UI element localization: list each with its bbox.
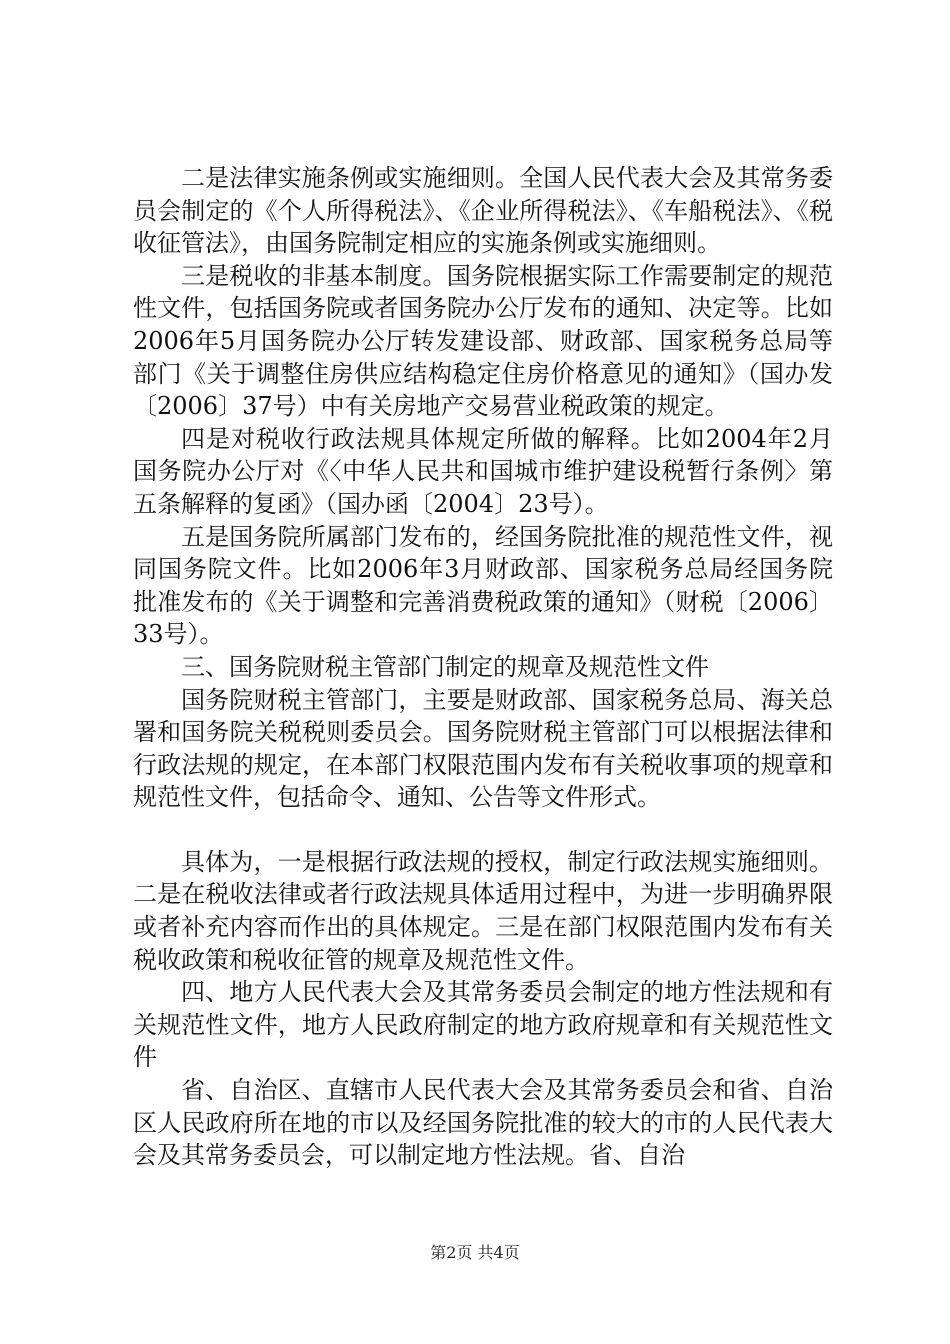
paragraph-fiscal-departments: 国务院财税主管部门，主要是财政部、国家税务总局、海关总署和国务院关税税则委员会。国务院财税主管部门可以根据法律和行政法规的规定，在本部门权限范围内发布有关税收事项的规章和规范性文件，包括命令、通知、公告等文件形式。	[133, 685, 833, 812]
page-footer: 第2页 共4页	[430, 1243, 520, 1262]
paragraph-local-regulations: 省、自治区、直辖市人民代表大会及其常务委员会和省、自治区人民政府所在地的市以及经国务院批准的较大的市的人民代表大会及其常务委员会，可以制定地方性法规。省、自治	[133, 1076, 833, 1170]
paragraph-interpretation: 四是对税收行政法规具体规定所做的解释。比如2004年2月国务院办公厅对《〈中华人民共和国城市维护建设税暂行条例〉第五条解释的复函》（国办函〔2004〕23号）。	[133, 424, 833, 518]
section-heading-4: 四、地方人民代表大会及其常务委员会制定的地方性法规和有关规范性文件，地方人民政府制定的地方政府规章和有关规范性文件	[133, 978, 833, 1072]
document-body	[133, 162, 833, 1172]
paragraph-implementation-rules: 二是法律实施条例或实施细则。全国人民代表大会及其常务委员会制定的《个人所得税法》、《企业所得税法》、《车船税法》、《税收征管法》，由国务院制定相应的实施条例或实施细则。	[133, 164, 833, 258]
section-heading-3: 三、国务院财税主管部门制定的规章及规范性文件	[181, 652, 709, 681]
paragraph-non-basic-system: 三是税收的非基本制度。国务院根据实际工作需要制定的规范性文件，包括国务院或者国务院办公厅发布的通知、决定等。比如2006年5月国务院办公厅转发建设部、财政部、国家税务总局等部门《关于调整住房供应结构稳定住房价格意见的通知》（国办发〔2006〕37号）中有关房地产交易营业税政策的规定。	[133, 261, 833, 421]
paragraph-approved-documents: 五是国务院所属部门发布的，经国务院批准的规范性文件，视同国务院文件。比如2006年3月财政部、国家税务总局经国务院批准发布的《关于调整和完善消费税政策的通知》（财税〔2006〕33号）。	[133, 522, 833, 649]
paragraph-specifics: 具体为，一是根据行政法规的授权，制定行政法规实施细则。二是在税收法律或者行政法规具体适用过程中，为进一步明确界限或者补充内容而作出的具体规定。三是在部门权限范围内发布有关税收政策和税收征管的规章及规范性文件。	[133, 847, 833, 974]
